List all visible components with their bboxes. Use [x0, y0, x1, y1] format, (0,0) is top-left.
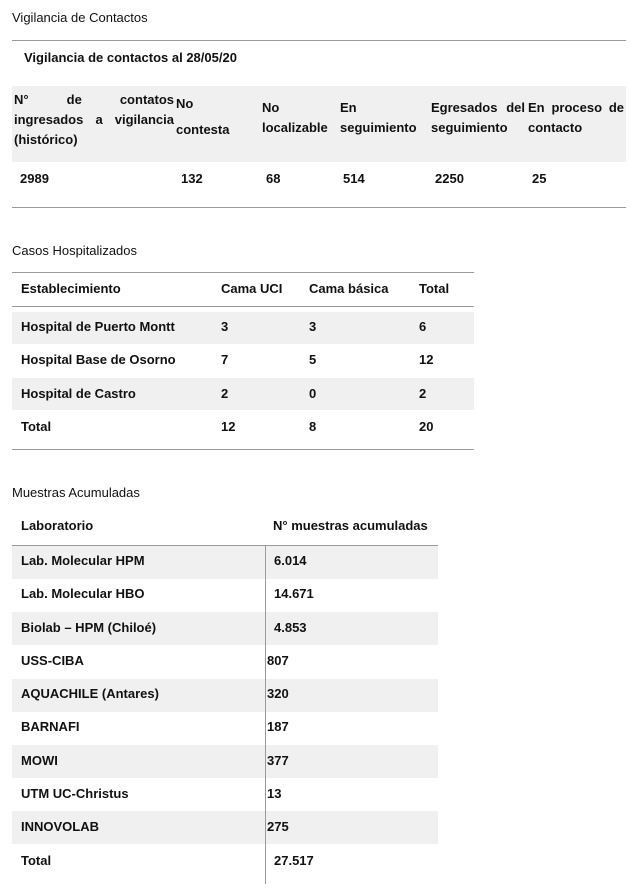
- hospital-header-total: Total: [419, 281, 450, 296]
- samples-row-0-count: 6.014: [274, 553, 307, 568]
- hdr-word: seguimiento: [340, 120, 417, 135]
- hdr-word: de: [66, 92, 82, 107]
- hdr-word: No: [262, 100, 280, 115]
- hospital-row-1-total: 12: [419, 352, 434, 367]
- header-contactos-ingresados: [14, 90, 174, 150]
- hospital-row-2-basica: 0: [309, 386, 317, 401]
- hospital-row-3-name: Total: [21, 419, 52, 434]
- samples-row-3-count: 807: [267, 653, 289, 668]
- hospital-row-2-uci: 2: [221, 386, 229, 401]
- hospital-section-title: Casos Hospitalizados: [12, 243, 138, 258]
- header-en-proceso: [528, 98, 624, 138]
- samples-row-7-lab: UTM UC-Christus: [21, 786, 129, 801]
- samples-row-1-lab: Lab. Molecular HBO: [21, 586, 145, 601]
- hdr-word: En: [340, 100, 357, 115]
- samples-row-4-count: 320: [267, 686, 289, 701]
- value-en-seguimiento: 514: [343, 171, 365, 186]
- hdr-word: En: [528, 100, 545, 115]
- samples-row-4-lab: AQUACHILE (Antares): [21, 686, 159, 701]
- hdr-word: contacto: [528, 120, 583, 135]
- samples-row-9-lab: Total: [21, 853, 52, 868]
- hospital-header-cama-basica: Cama básica: [309, 281, 389, 296]
- samples-header-laboratorio: Laboratorio: [21, 518, 94, 533]
- header-no-contesta: [176, 94, 229, 140]
- hospital-row-3-total: 20: [419, 419, 434, 434]
- hdr-word: del: [506, 100, 525, 115]
- hdr-word: N°: [14, 92, 29, 107]
- hospital-row-2-name: Hospital de Castro: [21, 386, 136, 401]
- hospital-header-establecimiento: Establecimiento: [21, 281, 121, 296]
- samples-column-divider: [265, 546, 266, 884]
- contacts-section-title: Vigilancia de Contactos: [12, 10, 148, 25]
- hdr-word: (histórico): [14, 132, 78, 147]
- header-en-seguimiento: [340, 98, 417, 138]
- hdr-word: contatos: [119, 92, 174, 107]
- hospital-row-0-name: Hospital de Puerto Montt: [21, 319, 175, 334]
- samples-row-5-lab: BARNAFI: [21, 719, 80, 734]
- samples-header-muestras: N° muestras acumuladas: [273, 518, 428, 533]
- hospital-top-rule: [12, 272, 474, 273]
- hdr-word: No: [176, 96, 194, 111]
- value-en-proceso: 25: [532, 171, 547, 186]
- samples-row-1-count: 14.671: [274, 586, 314, 601]
- value-no-localizable: 68: [266, 171, 281, 186]
- hdr-word: ingresados: [14, 112, 84, 127]
- hdr-word: Egresados: [431, 100, 498, 115]
- hospital-row-2-total: 2: [419, 386, 427, 401]
- hospital-row-1-name: Hospital Base de Osorno: [21, 352, 176, 367]
- hospital-row-0-uci: 3: [221, 319, 229, 334]
- value-egresados: 2250: [435, 171, 464, 186]
- header-egresados: [431, 98, 525, 138]
- hdr-word: a: [95, 112, 103, 127]
- samples-row-8-count: 275: [267, 819, 289, 834]
- hospital-row-0-basica: 3: [309, 319, 317, 334]
- contacts-top-rule: [12, 40, 626, 41]
- header-no-localizable: [262, 98, 328, 138]
- samples-row-9-count: 27.517: [274, 853, 314, 868]
- hospital-header-rule: [12, 306, 474, 307]
- hospital-row-3-basica: 8: [309, 419, 317, 434]
- hospital-header-cama-uci: Cama UCI: [221, 281, 283, 296]
- samples-row-3-lab: USS-CIBA: [21, 653, 84, 668]
- samples-row-6-lab: MOWI: [21, 753, 58, 768]
- hdr-word: seguimiento: [431, 120, 508, 135]
- hospital-bottom-rule: [12, 449, 474, 450]
- samples-row-2-lab: Biolab – HPM (Chiloé): [21, 620, 157, 635]
- samples-row-7-count: 13: [267, 786, 282, 801]
- hospital-row-3-uci: 12: [221, 419, 236, 434]
- contacts-subtitle: Vigilancia de contactos al 28/05/20: [24, 50, 237, 65]
- samples-row-8-lab: INNOVOLAB: [21, 819, 99, 834]
- samples-row-0-lab: Lab. Molecular HPM: [21, 553, 145, 568]
- samples-row-band: [12, 745, 438, 778]
- hdr-word: vigilancia: [114, 112, 174, 127]
- value-ingresados: 2989: [20, 171, 49, 186]
- samples-row-5-count: 187: [267, 719, 289, 734]
- hdr-word: proceso: [551, 100, 603, 115]
- samples-row-6-count: 377: [267, 753, 289, 768]
- hdr-word: de: [608, 100, 624, 115]
- hospital-row-1-uci: 7: [221, 352, 229, 367]
- hospital-row-0-total: 6: [419, 319, 427, 334]
- hdr-word: contesta: [176, 122, 230, 137]
- samples-section-title: Muestras Acumuladas: [12, 485, 140, 500]
- samples-row-2-count: 4.853: [274, 620, 307, 635]
- contacts-bottom-rule: [12, 207, 626, 208]
- hdr-word: localizable: [262, 120, 328, 135]
- value-no-contesta: 132: [181, 171, 203, 186]
- hospital-row-1-basica: 5: [309, 352, 317, 367]
